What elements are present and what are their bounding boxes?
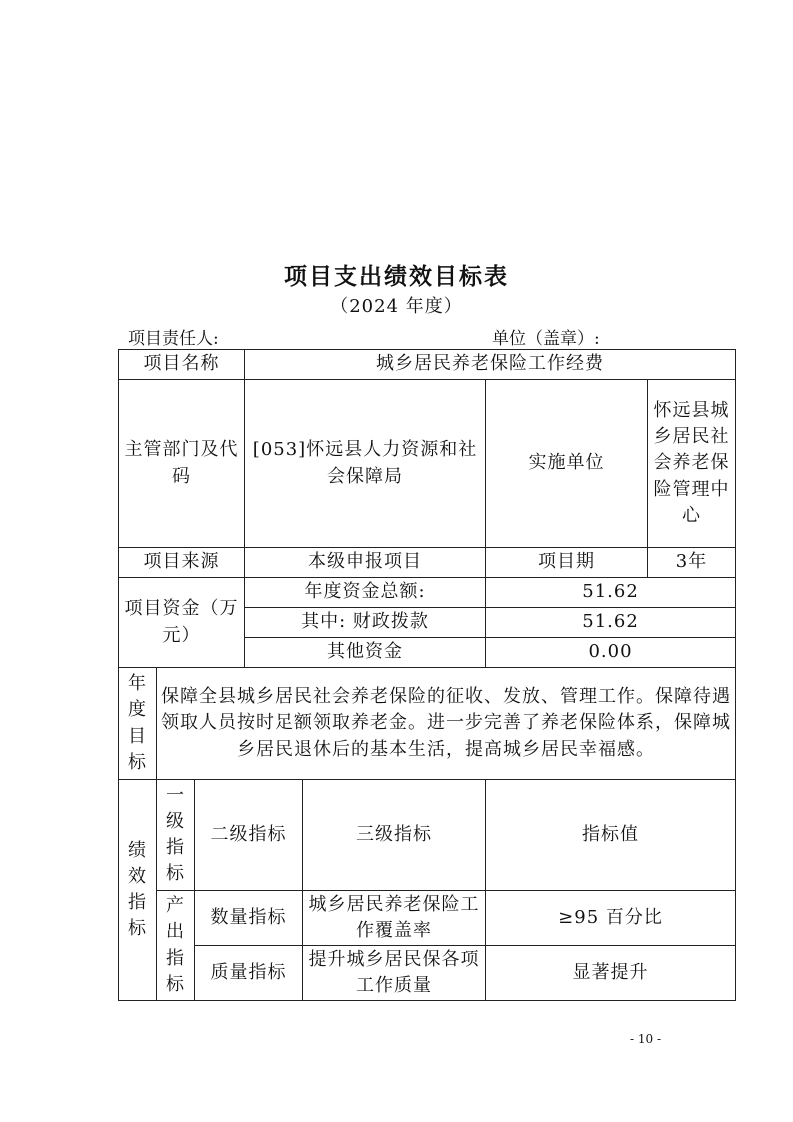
page-title: 项目支出绩效目标表 — [284, 264, 509, 290]
indicator-level3: 城乡居民养老保险工作覆盖率 — [303, 891, 486, 946]
header-level2: 二级指标 — [195, 780, 303, 891]
indicator-level2: 数量指标 — [195, 891, 303, 946]
project-period-value: 3年 — [648, 548, 736, 578]
fiscal-allocation-value: 51.62 — [486, 608, 736, 638]
other-funds-label: 其他资金 — [245, 638, 486, 668]
unit-seal-label: 单位（盖章）: — [492, 329, 600, 349]
project-name-value: 城乡居民养老保险工作经费 — [245, 350, 736, 380]
indicator-value: ≥95 百分比 — [486, 891, 736, 946]
annual-goal-text: 保障全县城乡居民社会养老保险的征收、发放、管理工作。保障待遇领取人员按时足额领取养老金。进一步完善了养老保险体系，保障城乡居民退休后的基本生活，提高城乡居民幸福感。 — [157, 668, 736, 780]
other-funds-value: 0.00 — [486, 638, 736, 668]
indicator-level2: 质量指标 — [195, 946, 303, 1001]
annual-total-label: 年度资金总额: — [245, 578, 486, 608]
annual-goal-label: 年度目标 — [119, 668, 157, 780]
department-label: 主管部门及代码 — [119, 380, 245, 548]
output-indicator-label: 产出指标 — [157, 891, 195, 1001]
fiscal-allocation-label: 其中: 财政拨款 — [245, 608, 486, 638]
indicator-value: 显著提升 — [486, 946, 736, 1001]
indicator-level3: 提升城乡居民保各项工作质量 — [303, 946, 486, 1001]
header-indicator-value: 指标值 — [486, 780, 736, 891]
project-name-label: 项目名称 — [119, 350, 245, 380]
project-funds-label: 项目资金（万元） — [119, 578, 245, 668]
header-level3: 三级指标 — [303, 780, 486, 891]
project-source-label: 项目来源 — [119, 548, 245, 578]
annual-total-value: 51.62 — [486, 578, 736, 608]
performance-indicator-label: 绩效指标 — [119, 780, 157, 1001]
implementing-unit-label: 实施单位 — [486, 380, 648, 548]
header-level1: 一级指标 — [157, 780, 195, 891]
year-subtitle: （2024 年度） — [330, 296, 463, 317]
project-period-label: 项目期 — [486, 548, 648, 578]
department-value: [053]怀远县人力资源和社会保障局 — [245, 380, 486, 548]
responsible-person-label: 项目责任人: — [128, 329, 219, 349]
implementing-unit-value: 怀远县城乡居民社会养老保险管理中心 — [648, 380, 736, 548]
project-source-value: 本级申报项目 — [245, 548, 486, 578]
performance-target-table — [118, 349, 736, 1001]
page-number: - 10 - — [630, 1032, 662, 1046]
